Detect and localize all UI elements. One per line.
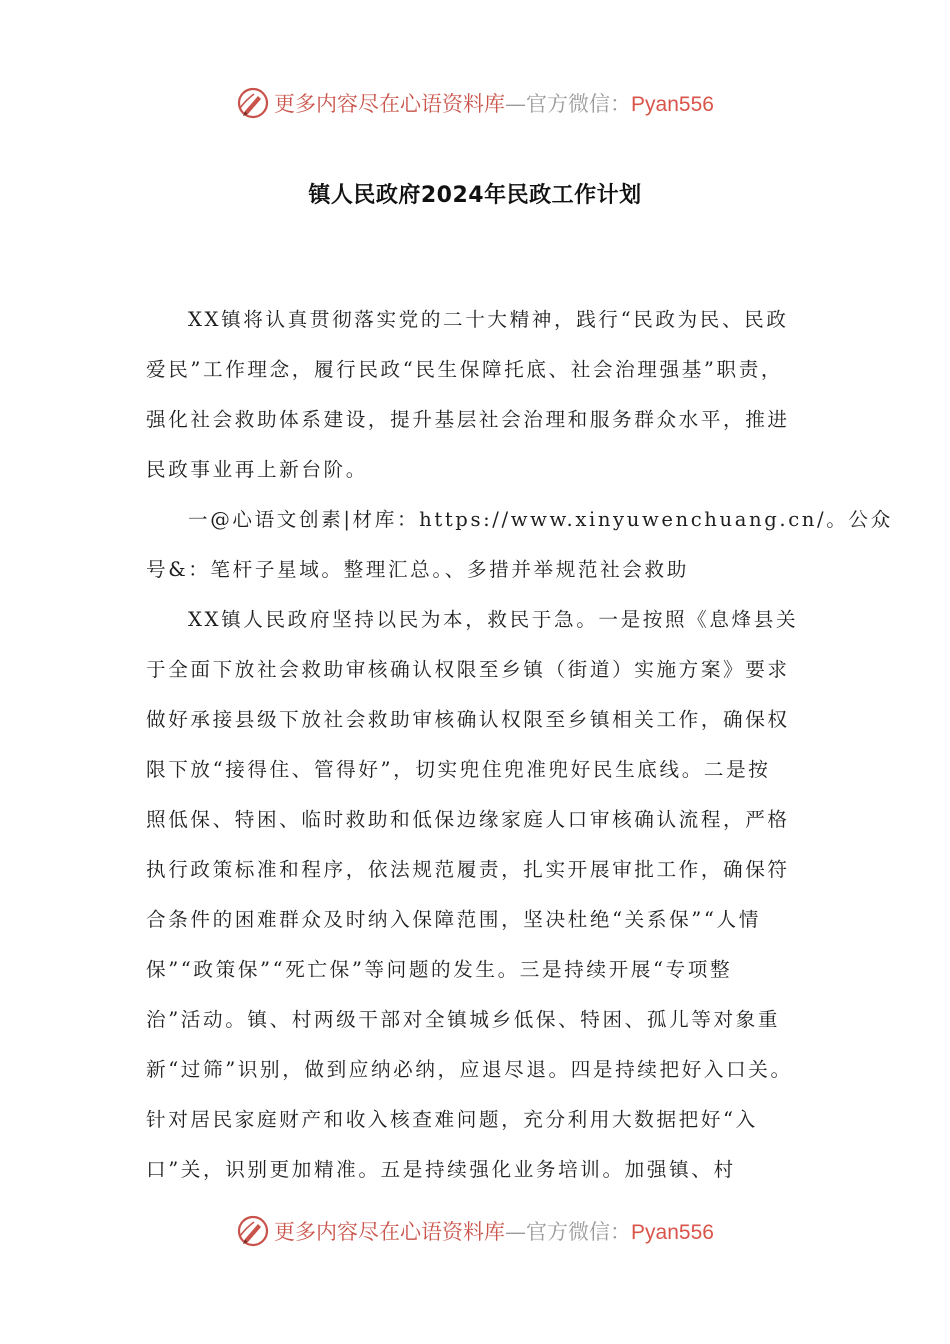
paragraph-line: 限下放“接得住、管得好”，切实兜住兜准兜好民生底线。二是按: [146, 758, 771, 781]
paragraph-line: XX镇人民政府坚持以民为本，救民于急。一是按照《息烽县关: [188, 608, 799, 631]
paragraph-line: 口”关，识别更加精准。五是持续强化业务培训。加强镇、村: [146, 1158, 736, 1181]
paragraph-line: XX镇将认真贯彻落实党的二十大精神，践行“民政为民、民政: [188, 308, 789, 331]
paragraph-line: 民政事业再上新台阶。: [146, 458, 368, 481]
paragraph-line: 照低保、特困、临时救助和低保边缘家庭人口审核确认流程，严格: [146, 808, 790, 831]
watermark-banner-top: [0, 83, 950, 123]
watermark-text: 更多内容尽在心语资料库—官方微信：Pyan556: [274, 92, 714, 116]
paragraph-line: 一@心语文创素|材库：https://www.xinyuwenchuang.cn/。公众: [188, 508, 893, 531]
paragraph-line: 爱民”工作理念，履行民政“民生保障托底、社会治理强基”职责，: [146, 358, 784, 381]
paragraph-line: 执行政策标准和程序，依法规范履责，扎实开展审批工作，确保符: [146, 858, 790, 881]
paragraph-line: 新“过筛”识别，做到应纳必纳，应退尽退。四是持续把好入口关。: [146, 1058, 793, 1081]
paragraph-line: 针对居民家庭财产和收入核查难问题，充分利用大数据把好“入: [146, 1108, 758, 1131]
paragraph-line: 治”活动。镇、村两级干部对全镇城乡低保、特困、孤儿等对象重: [146, 1008, 781, 1031]
document-body: [146, 295, 893, 1195]
paragraph-line: 做好承接县级下放社会救助审核确认权限至乡镇相关工作，确保权: [146, 708, 790, 731]
watermark-banner-bottom: [0, 1211, 950, 1251]
paragraph-line: 强化社会救助体系建设，提升基层社会治理和服务群众水平，推进: [146, 408, 790, 431]
pen-logo-icon: [236, 1214, 270, 1248]
document-title: 镇人民政府2024年民政工作计划: [308, 183, 642, 208]
paragraph-line: 保”“政策保”“死亡保”等问题的发生。三是持续开展“专项整: [146, 958, 733, 981]
pen-logo-icon: [236, 86, 270, 120]
paragraph-line: 号&：笔杆子星域。整理汇总。、多措并举规范社会救助: [146, 558, 689, 581]
paragraph-line: 合条件的困难群众及时纳入保障范围，坚决杜绝“关系保”“人情: [146, 908, 761, 931]
watermark-text: 更多内容尽在心语资料库—官方微信：Pyan556: [274, 1220, 714, 1244]
paragraph-line: 于全面下放社会救助审核确认权限至乡镇（街道）实施方案》要求: [146, 658, 790, 681]
